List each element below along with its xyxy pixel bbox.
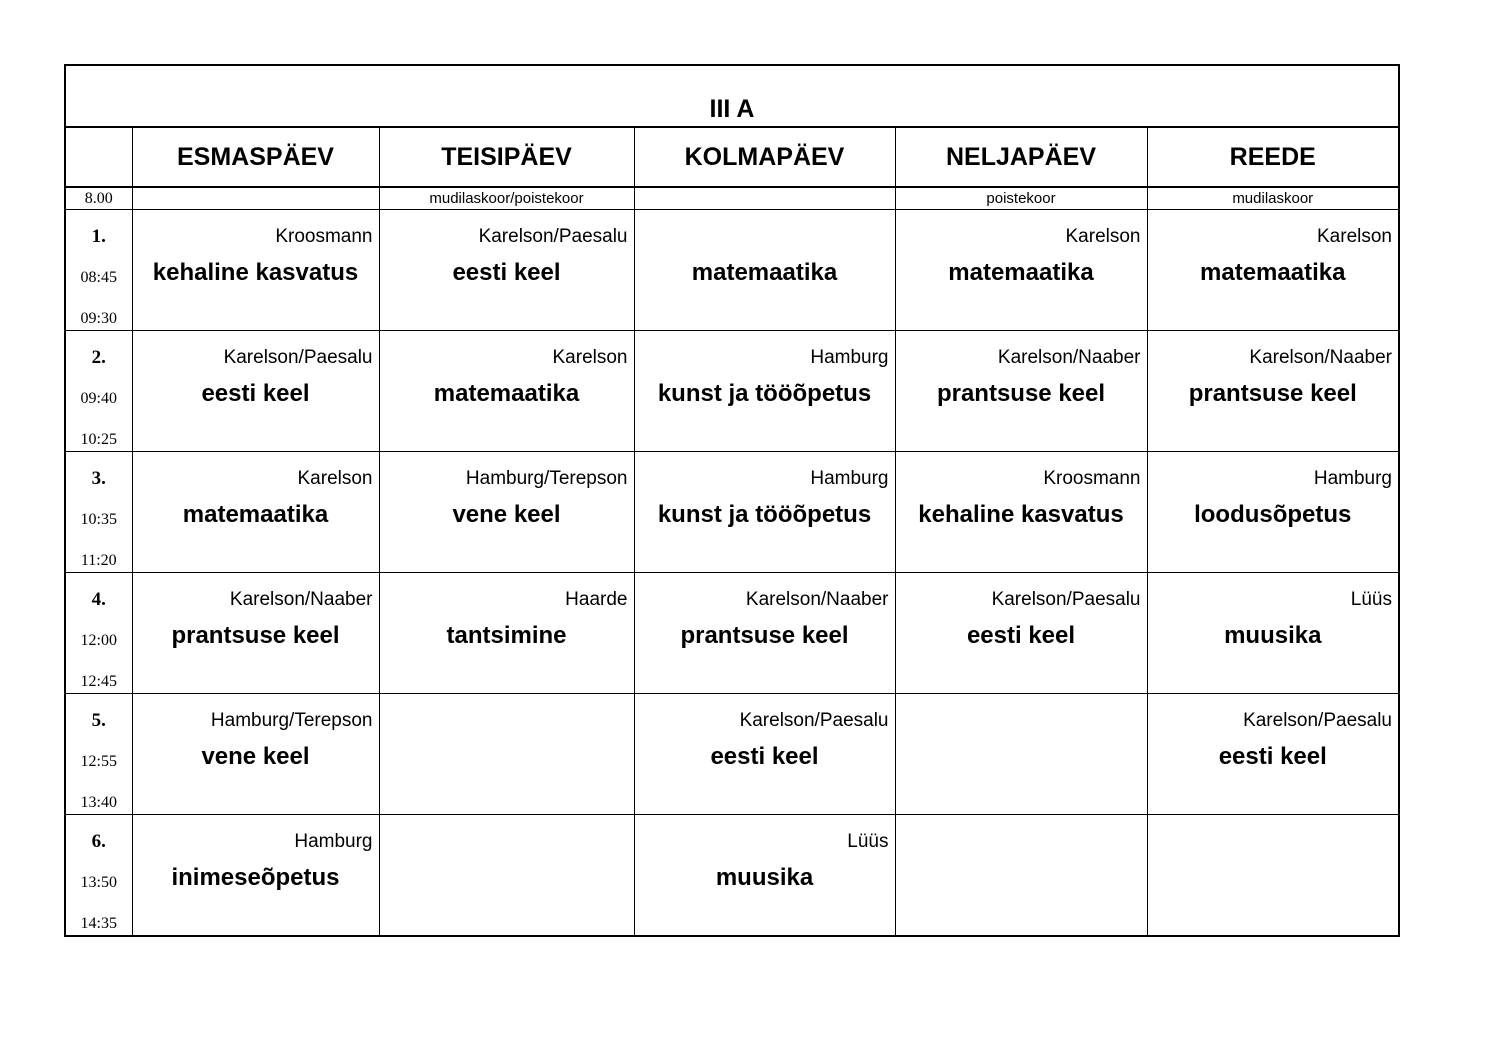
subject-name: matemaatika bbox=[433, 380, 580, 407]
period-cell bbox=[65, 694, 132, 815]
subject-name: muusika bbox=[1224, 622, 1322, 649]
period-number: 3. bbox=[91, 468, 106, 489]
lesson-cell bbox=[1147, 815, 1399, 937]
subject-name: tantsimine bbox=[446, 622, 567, 649]
teacher-name: Karelson bbox=[1317, 226, 1392, 247]
subject-name: matemaatika bbox=[691, 259, 838, 286]
teacher-name: Karelson/Naaber bbox=[997, 347, 1141, 368]
lesson-row bbox=[65, 815, 1399, 937]
lesson-cell bbox=[895, 573, 1147, 694]
lesson-cell bbox=[634, 331, 895, 452]
day-header-row bbox=[65, 127, 1399, 187]
teacher-name: Karelson/Paesalu bbox=[1243, 710, 1392, 731]
period-cell bbox=[65, 573, 132, 694]
teacher-name: Kroosmann bbox=[275, 226, 373, 247]
subject-name: loodusõpetus bbox=[1194, 501, 1352, 528]
subject-name: matemaatika bbox=[948, 259, 1094, 286]
lesson-row bbox=[65, 210, 1399, 331]
period-number: 6. bbox=[91, 831, 106, 852]
morning-note: mudilaskoor bbox=[1147, 187, 1399, 210]
period-number: 1. bbox=[91, 226, 106, 247]
lesson-cell bbox=[895, 331, 1147, 452]
morning-row bbox=[65, 187, 1399, 210]
period-number: 4. bbox=[91, 589, 106, 610]
lesson-cell bbox=[634, 210, 895, 331]
lesson-cell bbox=[379, 694, 634, 815]
title-row bbox=[65, 65, 1399, 127]
lesson-cell bbox=[1147, 210, 1399, 331]
lesson-row bbox=[65, 452, 1399, 573]
teacher-name: Karelson/Paesalu bbox=[739, 710, 889, 731]
teacher-name: Hamburg/Terepson bbox=[465, 468, 628, 489]
lesson-cell bbox=[132, 573, 379, 694]
subject-name: eesti keel bbox=[452, 259, 561, 286]
teacher-name: Karelson bbox=[552, 347, 628, 368]
subject-name: eesti keel bbox=[1218, 743, 1327, 770]
timetable bbox=[64, 64, 1400, 937]
corner-cell bbox=[65, 127, 132, 187]
lesson-cell bbox=[895, 452, 1147, 573]
day-header: REEDE bbox=[1147, 127, 1399, 187]
teacher-name: Karelson/Paesalu bbox=[223, 347, 373, 368]
subject-name: eesti keel bbox=[710, 743, 819, 770]
teacher-name: Hamburg bbox=[810, 468, 889, 489]
end-time: 09:30 bbox=[80, 310, 117, 327]
start-time: 12:55 bbox=[80, 753, 117, 770]
lesson-cell bbox=[1147, 452, 1399, 573]
subject-name: eesti keel bbox=[966, 622, 1076, 649]
lesson-cell bbox=[132, 815, 379, 937]
subject-name: kehaline kasvatus bbox=[152, 259, 359, 286]
teacher-name: Karelson/Paesalu bbox=[478, 226, 628, 247]
lesson-cell bbox=[634, 694, 895, 815]
lesson-cell bbox=[132, 210, 379, 331]
lesson-cell bbox=[132, 331, 379, 452]
subject-name: kehaline kasvatus bbox=[918, 501, 1124, 528]
teacher-name: Karelson bbox=[297, 468, 373, 489]
period-cell bbox=[65, 210, 132, 331]
subject-name: muusika bbox=[715, 864, 814, 891]
lesson-row bbox=[65, 331, 1399, 452]
day-header: TEISIPÄEV bbox=[379, 127, 634, 187]
teacher-name: Kroosmann bbox=[1043, 468, 1141, 489]
day-header: ESMASPÄEV bbox=[132, 127, 379, 187]
lesson-row bbox=[65, 694, 1399, 815]
lesson-cell bbox=[895, 210, 1147, 331]
teacher-name: Karelson/Paesalu bbox=[991, 589, 1141, 610]
subject-name: kunst ja tööõpetus bbox=[657, 501, 872, 528]
teacher-name: Hamburg bbox=[1313, 468, 1392, 489]
day-header: NELJAPÄEV bbox=[895, 127, 1147, 187]
end-time: 14:35 bbox=[80, 915, 117, 932]
teacher-name: Hamburg bbox=[294, 831, 373, 852]
teacher-name: Karelson/Naaber bbox=[229, 589, 373, 610]
teacher-name: Karelson bbox=[1065, 226, 1141, 247]
end-time: 13:40 bbox=[80, 794, 117, 811]
lesson-cell bbox=[1147, 694, 1399, 815]
subject-name: prantsuse keel bbox=[936, 380, 1106, 407]
subject-name: prantsuse keel bbox=[171, 622, 340, 649]
morning-time: 8.00 bbox=[65, 187, 132, 210]
subject-name: eesti keel bbox=[201, 380, 310, 407]
start-time: 08:45 bbox=[80, 269, 117, 286]
lesson-cell bbox=[1147, 573, 1399, 694]
morning-note: mudilaskoor/poistekoor bbox=[379, 187, 634, 210]
start-time: 09:40 bbox=[80, 390, 117, 407]
teacher-name: Hamburg/Terepson bbox=[210, 710, 373, 731]
teacher-name: Karelson/Naaber bbox=[745, 589, 889, 610]
lesson-cell bbox=[132, 452, 379, 573]
class-title: III A bbox=[65, 65, 1399, 127]
start-time: 10:35 bbox=[80, 511, 117, 528]
end-time: 11:20 bbox=[80, 552, 117, 569]
end-time: 12:45 bbox=[80, 673, 117, 690]
lesson-cell bbox=[895, 694, 1147, 815]
subject-name: matemaatika bbox=[1200, 259, 1346, 286]
lesson-cell bbox=[634, 573, 895, 694]
lesson-cell bbox=[634, 452, 895, 573]
lesson-cell bbox=[379, 573, 634, 694]
teacher-name: Haarde bbox=[565, 589, 628, 610]
subject-name: prantsuse keel bbox=[680, 622, 849, 649]
period-cell bbox=[65, 815, 132, 937]
end-time: 10:25 bbox=[80, 431, 117, 448]
teacher-name: Lüüs bbox=[1350, 589, 1392, 610]
morning-note: poistekoor bbox=[895, 187, 1147, 210]
teacher-name: Hamburg bbox=[810, 347, 889, 368]
morning-note bbox=[132, 187, 379, 210]
teacher-name: Lüüs bbox=[847, 831, 889, 852]
day-header: KOLMAPÄEV bbox=[634, 127, 895, 187]
period-number: 5. bbox=[91, 710, 106, 731]
lesson-cell bbox=[379, 815, 634, 937]
subject-name: matemaatika bbox=[182, 501, 329, 528]
lesson-cell bbox=[895, 815, 1147, 937]
subject-name: vene keel bbox=[452, 501, 561, 528]
lesson-cell bbox=[379, 452, 634, 573]
start-time: 12:00 bbox=[80, 632, 117, 649]
teacher-name: Karelson/Naaber bbox=[1249, 347, 1392, 368]
period-cell bbox=[65, 452, 132, 573]
period-number: 2. bbox=[91, 347, 106, 368]
subject-name: prantsuse keel bbox=[1188, 380, 1357, 407]
subject-name: inimeseõpetus bbox=[171, 864, 340, 891]
lesson-cell bbox=[379, 331, 634, 452]
period-cell bbox=[65, 331, 132, 452]
subject-name: kunst ja tööõpetus bbox=[657, 380, 872, 407]
lesson-row bbox=[65, 573, 1399, 694]
lesson-cell bbox=[379, 210, 634, 331]
lesson-cell bbox=[1147, 331, 1399, 452]
start-time: 13:50 bbox=[80, 874, 117, 891]
lesson-cell bbox=[132, 694, 379, 815]
morning-note bbox=[634, 187, 895, 210]
subject-name: vene keel bbox=[201, 743, 310, 770]
lesson-cell bbox=[634, 815, 895, 937]
